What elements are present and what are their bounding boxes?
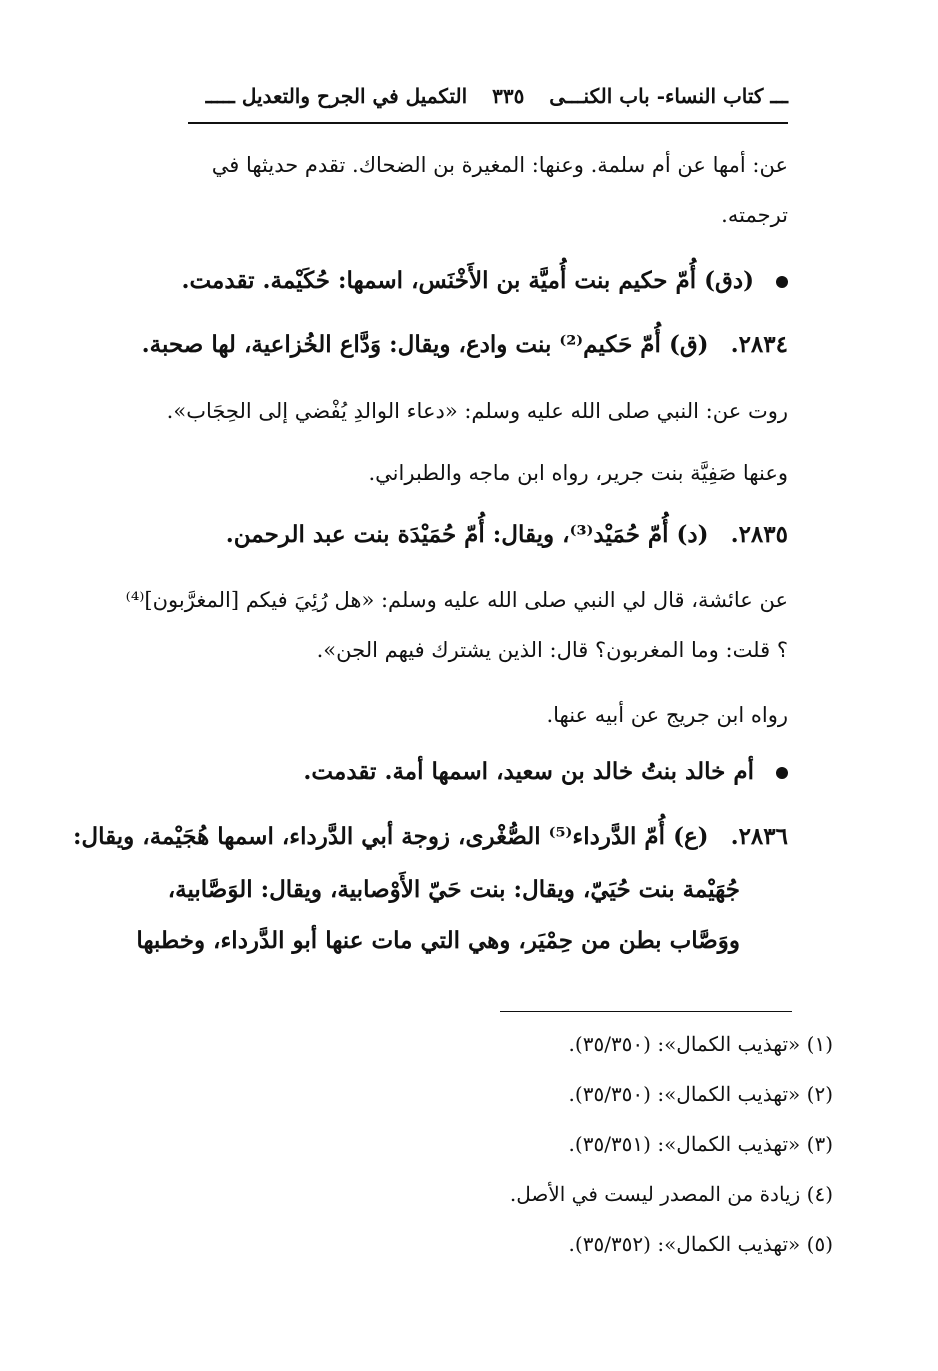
entry-bullet-line xyxy=(181,266,788,296)
header-rule xyxy=(188,122,788,124)
entry-number: ٢٨٣٦. xyxy=(730,823,788,850)
footnote: (٢) «تهذيب الكمال»: (٣٥/٣٥٠). xyxy=(568,1082,833,1106)
page-number: ٣٣٥ xyxy=(492,84,525,108)
footnote: (٣) «تهذيب الكمال»: (٣٥/٣٥١). xyxy=(568,1132,833,1156)
bullet-icon xyxy=(776,276,788,288)
entry-2836 xyxy=(73,822,788,852)
bullet-icon xyxy=(776,767,788,779)
text-line: رواه ابن جريج عن أبيه عنها. xyxy=(546,703,788,727)
text-line: عن عائشة، قال لي النبي صلى الله عليه وسلم: «هل رُئِيَ فيكم [المغرَّبون]⁽⁴⁾ xyxy=(125,588,788,612)
entry-number: ٢٨٣٤. xyxy=(730,331,788,358)
text-line: ترجمته. xyxy=(721,203,788,227)
entry-2835 xyxy=(226,520,788,550)
running-header xyxy=(188,84,788,118)
header-right-title: ـــ كتاب النساء- باب الكنـــى xyxy=(549,84,788,108)
text-line: روت عن: النبي صلى الله عليه وسلم: «دعاء الوالدِ يُفْضي إلى الحِجَاب». xyxy=(166,399,788,423)
header-left-title: التكميل في الجرح والتعديل ـــــ xyxy=(205,84,468,108)
entry-text: (د) أُمّ حُمَيْد⁽³⁾، ويقال: أُمّ حُمَيْدَة بنت عبد الرحمن. xyxy=(225,521,709,548)
text-line-bold: جُهَيْمة بنت حُيَيّ، ويقال: بنت حَيّ الأَوْصابية، ويقال: الوَصَّابية، xyxy=(167,876,740,903)
entry-text: (ق) أُمّ حَكيم⁽²⁾ بنت وادع، ويقال: وَدَّاع الخُزاعية، لها صحبة. xyxy=(141,331,709,358)
entry-number: ٢٨٣٥. xyxy=(730,521,788,548)
text-line: ؟ قلت: وما المغربون؟ قال: الذين يشترك فيهم الجن». xyxy=(316,638,788,662)
entry-2834 xyxy=(142,330,788,360)
text-line: عن: أمها عن أم سلمة. وعنها: المغيرة بن الضحاك. تقدم حديثها في xyxy=(211,153,788,177)
entry-bullet-line xyxy=(303,757,788,787)
text-line-bold: ووَصَّاب بطن من حِمْيَر، وهي التي مات عنها أبو الدَّرداء، وخطبها xyxy=(136,927,740,954)
footnote-separator xyxy=(500,1011,792,1012)
footnote: (٥) «تهذيب الكمال»: (٣٥/٣٥٢). xyxy=(568,1232,833,1256)
entry-text: (ع) أُمّ الدَّرداء⁽⁵⁾ الصُّغْرى، زوجة أبي الدَّرداء، اسمها هُجَيْمة، ويقال: xyxy=(72,823,709,850)
text-line: وعنها صَفِيَّة بنت جرير، رواه ابن ماجه والطبراني. xyxy=(368,461,788,485)
footnote: (١) «تهذيب الكمال»: (٣٥/٣٥٠). xyxy=(568,1032,833,1056)
entry-text: (دق) أُمّ حكيم بنت أُميَّة بن الأَخْنَس، اسمها: حُكَيْمة. تقدمت. xyxy=(181,267,754,294)
footnote: (٤) زيادة من المصدر ليست في الأصل. xyxy=(509,1182,833,1206)
entry-text: أم خالد بنتُ خالد بن سعيد، اسمها أمة. تقدمت. xyxy=(303,758,754,785)
